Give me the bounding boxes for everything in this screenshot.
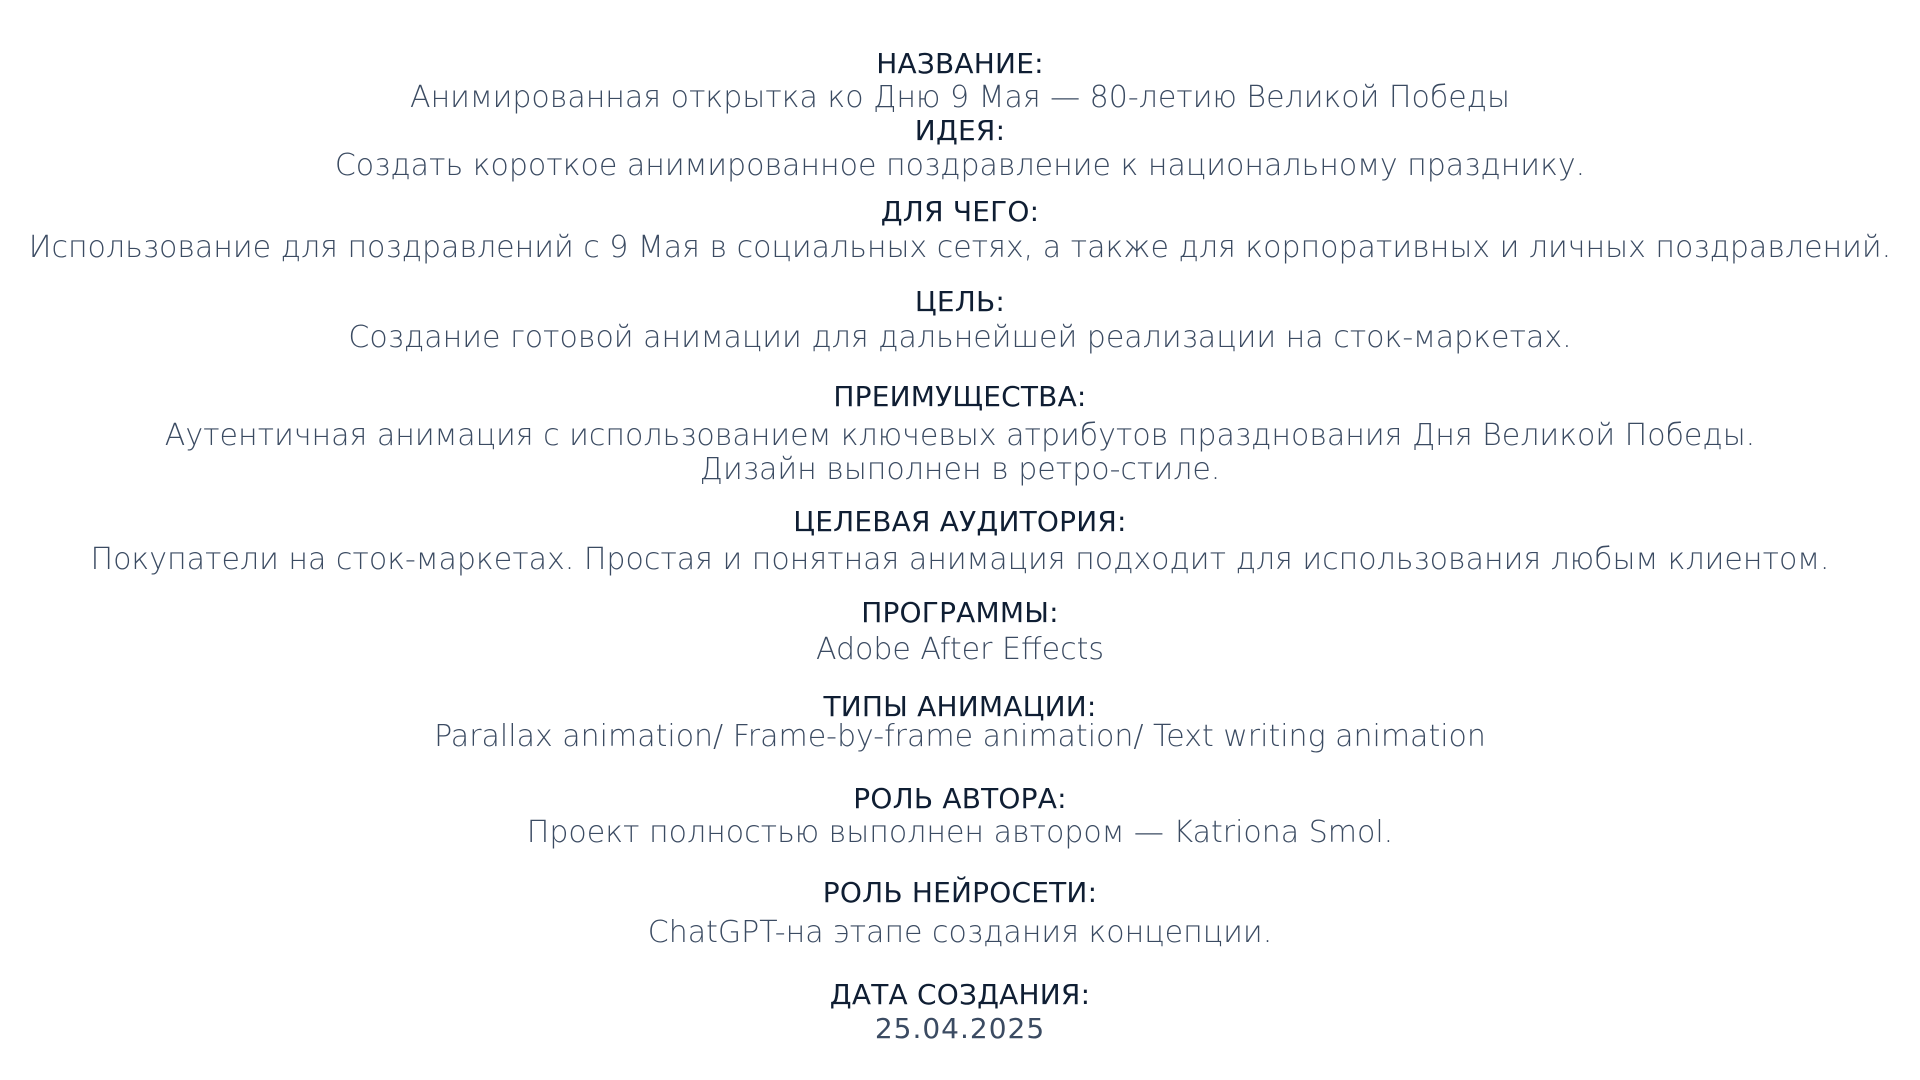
section-value-creation-date: 25.04.2025 [874, 1012, 1046, 1045]
section-label-animation-types: ТИПЫ АНИМАЦИИ: [823, 690, 1097, 723]
section-label-software: ПРОГРАММЫ: [861, 596, 1059, 629]
section-value-goal: Создание готовой анимации для дальнейшей реализации на сток-маркетах. [348, 320, 1572, 355]
section-value-name: Анимированная открытка ко Дню 9 Мая — 80-летию Великой Победы [410, 80, 1510, 115]
section-label-idea: ИДЕЯ: [914, 114, 1006, 147]
section-value-software: Adobe After Effects [816, 632, 1104, 667]
section-label-purpose: ДЛЯ ЧЕГО: [880, 195, 1040, 228]
section-label-creation-date: ДАТА СОЗДАНИЯ: [829, 978, 1091, 1011]
section-label-name: НАЗВАНИЕ: [876, 47, 1044, 80]
section-value-ai-role: ChatGPT-на этапе создания концепции. [647, 915, 1273, 950]
section-label-author-role: РОЛЬ АВТОРА: [853, 782, 1067, 815]
section-label-goal: ЦЕЛЬ: [914, 285, 1006, 318]
section-value-advantages-1: Аутентичная анимация с использованием ключевых атрибутов празднования Дня Великой Победы. [164, 418, 1756, 453]
section-label-audience: ЦЕЛЕВАЯ АУДИТОРИЯ: [793, 505, 1127, 538]
section-value-advantages-2: Дизайн выполнен в ретро-стиле. [699, 452, 1221, 487]
section-value-author-role: Проект полностью выполнен автором — Katriona Smol. [526, 815, 1394, 850]
section-value-animation-types: Parallax animation/ Frame-by-frame animation/ Text writing animation [434, 719, 1486, 754]
section-label-advantages: ПРЕИМУЩЕСТВА: [833, 380, 1087, 413]
section-value-idea: Создать короткое анимированное поздравление к национальному празднику. [334, 148, 1586, 183]
section-value-purpose: Использование для поздравлений с 9 Мая в социальных сетях, а также для корпоративных и личных поздравлений. [28, 230, 1892, 265]
section-label-ai-role: РОЛЬ НЕЙРОСЕТИ: [822, 876, 1098, 909]
section-value-audience: Покупатели на сток-маркетах. Простая и понятная анимация подходит для использования любым клиентом. [90, 542, 1830, 577]
